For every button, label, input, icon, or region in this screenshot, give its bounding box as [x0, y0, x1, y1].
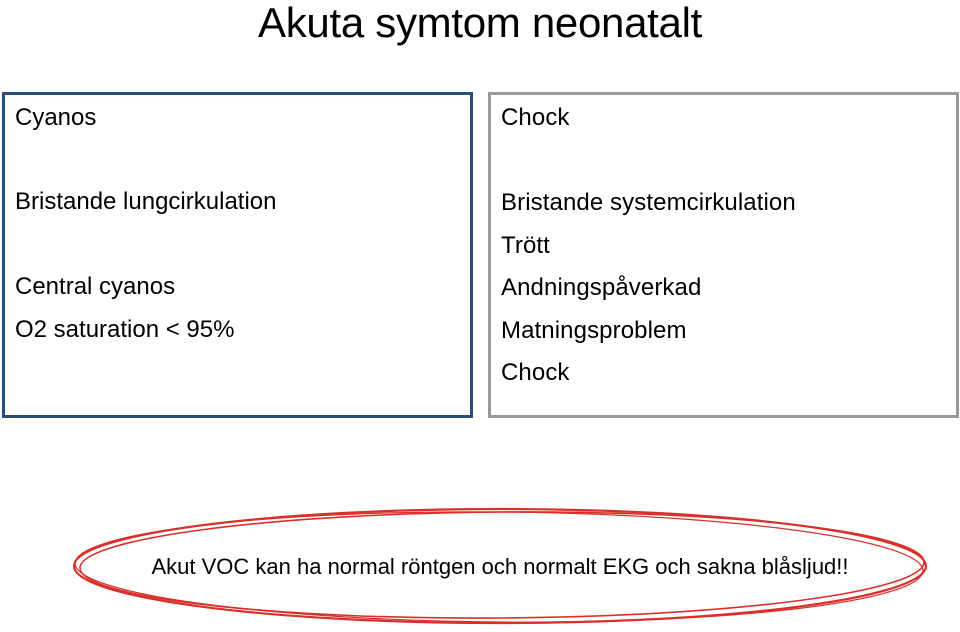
warning-text: Akut VOC kan ha normal röntgen och normalt EKG och sakna blåsljud!!	[151, 554, 849, 579]
cyanos-heading: Cyanos	[15, 104, 97, 131]
warning-callout	[70, 505, 930, 627]
chock-line-4: Matningsproblem	[501, 317, 687, 344]
cyanos-line-2: Central cyanos	[15, 273, 176, 300]
chock-line-5: Chock	[501, 359, 570, 386]
page-title: Akuta symtom neonatalt	[258, 0, 702, 46]
chock-line-2: Trött	[501, 232, 550, 259]
cyanos-line-3: O2 saturation < 95%	[15, 316, 235, 343]
chock-heading: Chock	[501, 104, 570, 131]
chock-line-1: Bristande systemcirkulation	[501, 189, 796, 216]
chock-line-3: Andningspåverkad	[501, 274, 702, 301]
cyanos-line-1: Bristande lungcirkulation	[15, 188, 277, 215]
cyanos-box	[2, 92, 473, 418]
chock-box	[488, 92, 959, 418]
